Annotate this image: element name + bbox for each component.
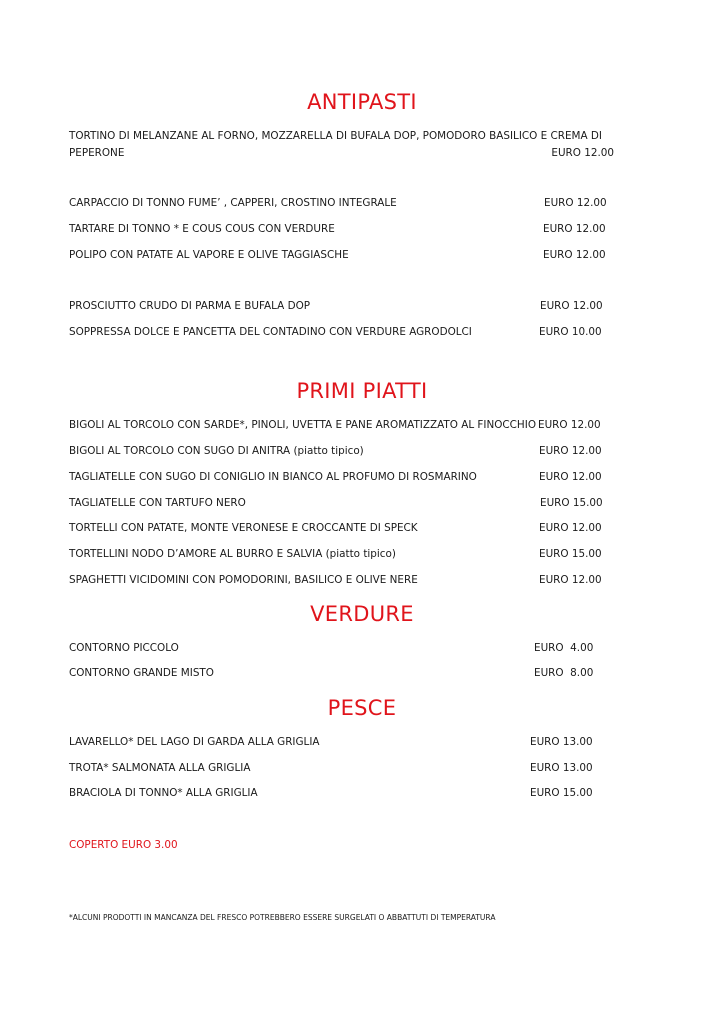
item-name-continued: PEPERONE: [69, 147, 125, 159]
item-price: EURO 12.00: [539, 471, 602, 483]
item-price: EURO 4.00: [534, 642, 594, 654]
item-price: EURO 12.00: [538, 419, 601, 431]
item-name: TARTARE DI TONNO * E COUS COUS CON VERDURE: [69, 223, 335, 235]
item-price: EURO 15.00: [539, 548, 602, 560]
item-name: BIGOLI AL TORCOLO CON SARDE*, PINOLI, UVETTA E PANE AROMATIZZATO AL FINOCCHIO: [69, 419, 536, 431]
item-price: EURO 12.00: [539, 522, 602, 534]
item-name: BIGOLI AL TORCOLO CON SUGO DI ANITRA (piatto tipico): [69, 445, 364, 457]
item-name: SPAGHETTI VICIDOMINI CON POMODORINI, BASILICO E OLIVE NERE: [69, 574, 418, 586]
item-price: EURO 13.00: [530, 762, 593, 774]
item-name: SOPPRESSA DOLCE E PANCETTA DEL CONTADINO CON VERDURE AGRODOLCI: [69, 326, 472, 338]
item-name: TAGLIATELLE CON TARTUFO NERO: [69, 497, 246, 509]
cover-charge: COPERTO EURO 3.00: [69, 839, 178, 851]
item-name: TAGLIATELLE CON SUGO DI CONIGLIO IN BIANCO AL PROFUMO DI ROSMARINO: [69, 471, 477, 483]
item-price: EURO 12.00: [540, 300, 603, 312]
item-price: EURO 12.00: [544, 197, 607, 209]
item-name: TROTA* SALMONATA ALLA GRIGLIA: [69, 762, 251, 774]
item-name: BRACIOLA DI TONNO* ALLA GRIGLIA: [69, 787, 258, 799]
item-price: EURO 8.00: [534, 667, 594, 679]
item-name: CARPACCIO DI TONNO FUME’ , CAPPERI, CROSTINO INTEGRALE: [69, 197, 397, 209]
section-title-antipasti: ANTIPASTI: [307, 90, 417, 114]
item-price: EURO 13.00: [530, 736, 593, 748]
item-price: EURO 12.00: [551, 147, 614, 159]
item-price: EURO 15.00: [530, 787, 593, 799]
item-name: TORTELLI CON PATATE, MONTE VERONESE E CROCCANTE DI SPECK: [69, 522, 418, 534]
item-name: CONTORNO GRANDE MISTO: [69, 667, 214, 679]
menu-item: [69, 129, 614, 163]
item-name: TORTELLINI NODO D’AMORE AL BURRO E SALVIA (piatto tipico): [69, 548, 396, 560]
item-price: EURO 12.00: [543, 249, 606, 261]
item-price: EURO 12.00: [539, 445, 602, 457]
item-line-2: [69, 146, 614, 163]
item-price: EURO 15.00: [540, 497, 603, 509]
item-name: POLIPO CON PATATE AL VAPORE E OLIVE TAGGIASCHE: [69, 249, 349, 261]
section-title-verdure: VERDURE: [310, 602, 414, 626]
item-name: LAVARELLO* DEL LAGO DI GARDA ALLA GRIGLIA: [69, 736, 320, 748]
section-title-primi-piatti: PRIMI PIATTI: [296, 379, 428, 403]
item-name: TORTINO DI MELANZANE AL FORNO, MOZZARELLA DI BUFALA DOP, POMODORO BASILICO E CREMA DI: [69, 130, 602, 142]
item-name: CONTORNO PICCOLO: [69, 642, 179, 654]
item-name: PROSCIUTTO CRUDO DI PARMA E BUFALA DOP: [69, 300, 311, 312]
section-title-pesce: PESCE: [327, 696, 397, 720]
item-price: EURO 10.00: [539, 326, 602, 338]
item-price: EURO 12.00: [539, 574, 602, 586]
item-price: EURO 12.00: [543, 223, 606, 235]
footnote: *ALCUNI PRODOTTI IN MANCANZA DEL FRESCO POTREBBERO ESSERE SURGELATI O ABBATTUTI DI TEMPERATURA: [69, 913, 496, 922]
